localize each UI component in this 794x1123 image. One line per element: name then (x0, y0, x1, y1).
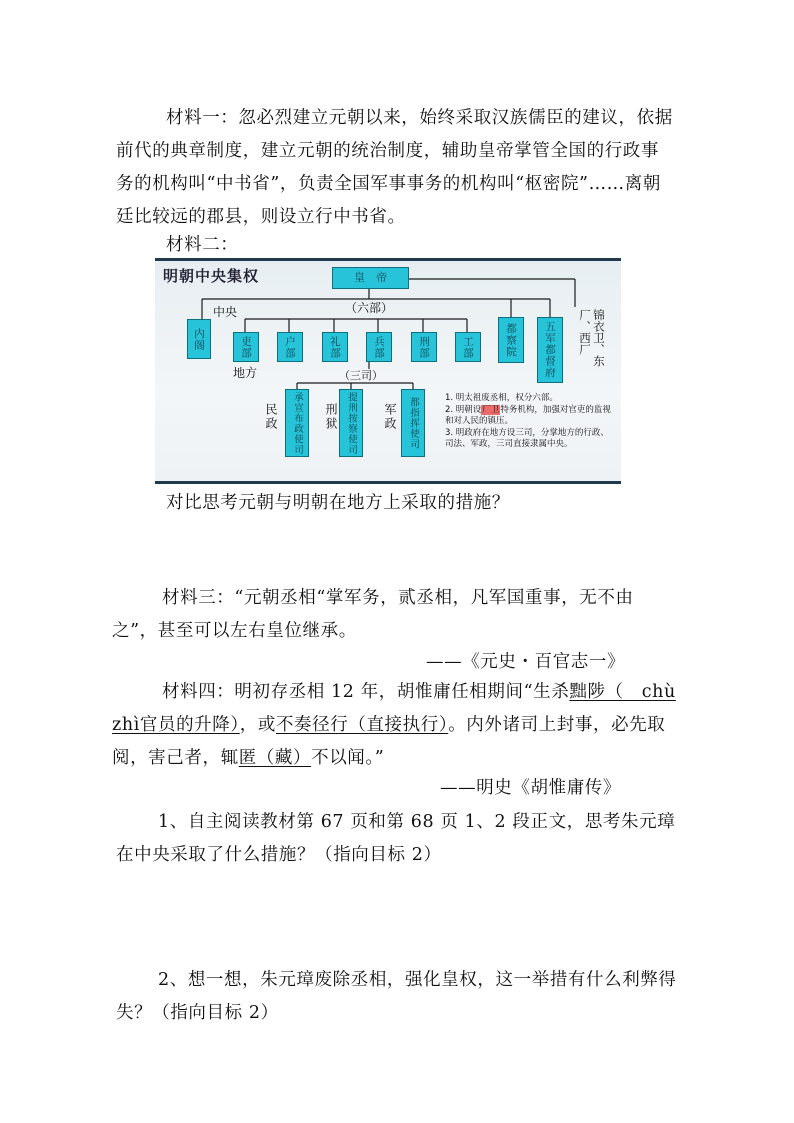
jinyiwei-label: 锦衣卫、东厂、西厂 (578, 309, 606, 367)
note-3: 3. 明政府在地方设三司，分掌地方的行政、司法、军政，三司直接隶属中央。 (445, 427, 609, 449)
note-1: 1. 明太祖废丞相，权分六部。 (445, 393, 558, 403)
material-four: 材料四：明初存丞相 12 年，胡惟庸任相期间“生杀黜陟（ chù zhì官员的升降），或不奏径行（直接执行）。内外诸司上封事，必先取阅，害己者，辄匿（藏）不以闻。” (112, 682, 676, 768)
material-one: 材料一：忽必烈建立元朝以来，始终采取汉族儒臣的建议，依据前代的典章制度，建立元朝的统治制度，辅助皇帝掌管全国的行政事务的机构叫“中书省”，负责全国军事事务的机构叫“枢密院”……离朝廷比较远的郡县，则设立行中书省。 (116, 108, 673, 227)
material-three: 材料三：“元朝丞相“掌军务，贰丞相，凡军国重事，无不由之”，甚至可以左右皇位继承。 (112, 588, 634, 641)
material-four-source: ——明史《胡惟庸传》 (440, 778, 621, 798)
ministry-box: 户部 (277, 332, 303, 362)
note-2-highlight: 厂卫 (482, 404, 500, 415)
central-label: 中央 (213, 305, 238, 319)
ministry-box: 吏部 (233, 332, 259, 362)
three-offices-label: （三司） (339, 369, 383, 382)
underline-ni: 匿（藏） (238, 748, 312, 768)
neige-box: 内阁 (187, 319, 211, 359)
ministry-box: 刑部 (411, 332, 437, 362)
material-three-source: ——《元史・百官志一》 (426, 652, 626, 672)
compare-question: 对比思考元朝与明朝在地方上采取的措施？ (166, 493, 510, 513)
wujun-box: 五军都督府 (537, 317, 563, 383)
three-office-box: 承宣布政使司 (285, 389, 309, 457)
three-office-box: 提刑按察使司 (339, 389, 363, 457)
ministry-box: 兵部 (366, 332, 392, 362)
diagram-title: 明朝中央集权 (163, 267, 260, 285)
material-two-label: 材料二： (166, 235, 239, 255)
question-two: 2、想一想，朱元璋废除丞相，强化皇权，这一举措有什么利弊得失？（指向目标 2） (116, 970, 677, 1023)
ministry-box: 礼部 (322, 332, 348, 362)
underline-chuzhi: 黜陟（ chù zhì官员的升降） (112, 682, 676, 735)
ministry-box: 工部 (455, 332, 481, 362)
ming-central-power-diagram (155, 258, 621, 484)
question-one: 1、自主阅读教材第 67 页和第 68 页 1、2 段正文，思考朱元璋在中央采取了什么措施？（指向目标 2） (116, 812, 676, 865)
three-side-label: 刑狱 (324, 403, 338, 431)
three-office-box: 都指挥使司 (401, 389, 425, 457)
note-2: 2. 明朝设厂卫特务机构，加强对官吏的监视和对人民的镇压。 (445, 404, 611, 426)
local-label: 地方 (233, 366, 258, 380)
diagram-notes (445, 393, 617, 451)
ducha-box: 都察院 (498, 317, 524, 363)
six-ministries-label: （六部） (345, 301, 394, 315)
three-side-label: 民政 (264, 403, 278, 431)
emperor-box: 皇 帝 (332, 267, 409, 289)
three-side-label: 军政 (383, 403, 397, 431)
underline-bizou: 不奏径行（直接执行） (275, 715, 449, 735)
